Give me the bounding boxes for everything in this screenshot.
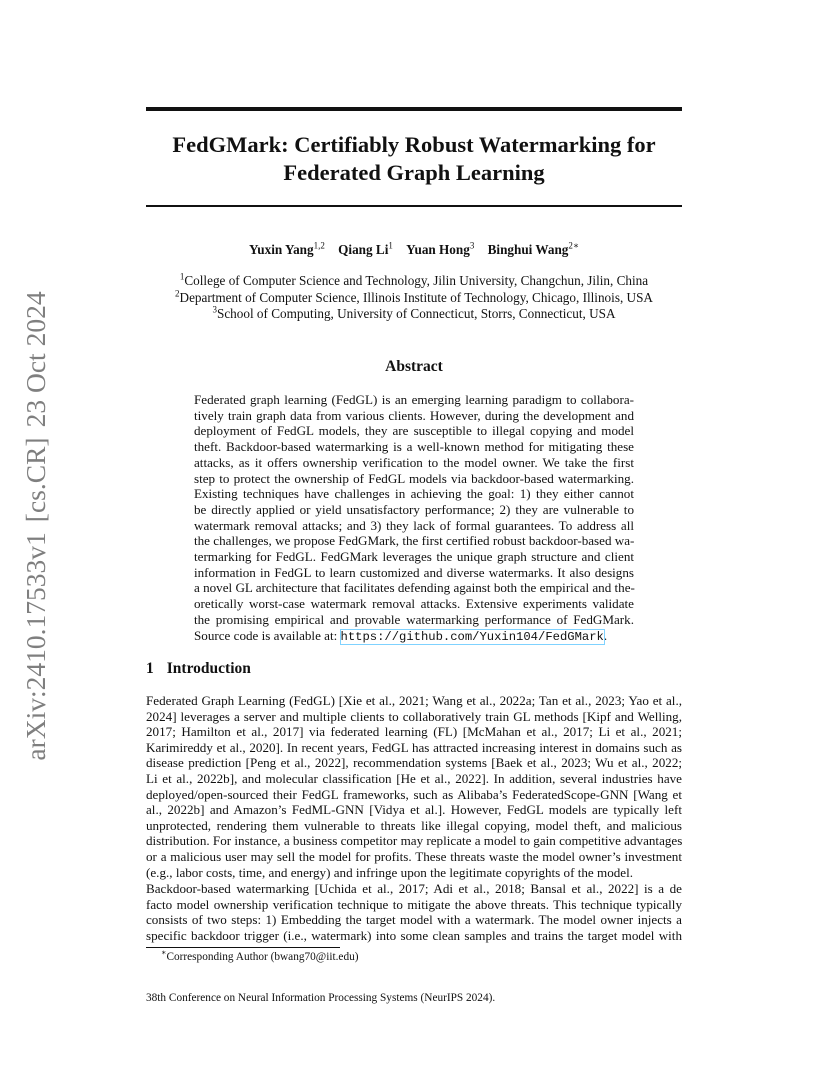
author-list [146, 241, 682, 259]
abstract-line: the challenges, we propose FedGMark, the first certified robust backdoor-based wa- [194, 533, 635, 549]
paragraph-line: Karimireddy et al., 2020]. In recent years, FedGL has attracted increasing interest in domains such as [146, 739, 682, 755]
author: Yuxin Yang$^{1,2}$ [248, 240, 325, 257]
section-number: 1 [146, 660, 154, 677]
abstract-source-line: Source code is available at: https://github.com/Yuxin104/FedGMark. [194, 627, 608, 644]
paragraph-line: disease prediction [Peng et al., 2022], recommendation systems [Baek et al., 2023; Wu et al., 2022; [146, 755, 682, 771]
paragraph-line: (e.g., labor costs, time, and energy) and infringe upon the legitimate copyrights of the model. [146, 864, 634, 880]
paragraph-line: al., 2022b] and Amazon’s FedML-GNN [Vidya et al.]. However, FedGL models are typically left [146, 802, 682, 818]
paragraph-line: facto model ownership verification technique to mitigate the above threats. This technique typically [146, 896, 682, 912]
section-heading-introduction [146, 659, 251, 679]
abstract-body [194, 392, 634, 645]
title-line-1: FedGMark: Certifiably Robust Watermarking for [172, 132, 656, 157]
title-top-rule [146, 107, 682, 111]
author: Binghui Wang$^{2∗}$ [487, 240, 580, 257]
title-line-2: Federated Graph Learning [283, 160, 545, 185]
paragraph-line: distribution. For instance, a business competitor may replicate a model to gain competitive advantages [146, 833, 683, 849]
intro-paragraph-1 [146, 693, 682, 880]
paragraph-line: or a malicious user may sell the model for profits. These threats waste the model owner’s investment [146, 848, 682, 864]
paragraph-line: Backdoor-based watermarking [Uchida et al., 2017; Adi et al., 2018; Bansal et al., 2022] is a de [146, 881, 682, 896]
arxiv-id: arXiv:2410.17533v1 [20, 532, 51, 761]
affiliation: $^1$College of Computer Science and Technology, Jilin University, Changchun, Jilin, China [179, 271, 649, 288]
venue-note: 38th Conference on Neural Information Processing Systems (NeurIPS 2024). [146, 992, 496, 1004]
paragraph-line: deployed/open-sourced their FedGL frameworks, such as Alibaba’s FederatedScope-GNN [Wang et [146, 786, 682, 802]
abstract-line: information in FedGL to learn customized and diverse watermarks. It also designs [194, 564, 634, 580]
paragraph-line: Li et al., 2022b], and molecular classification [He et al., 2022]. In addition, several industries have [146, 770, 682, 786]
arxiv-date: 23 Oct 2024 [20, 291, 51, 428]
title-bottom-rule [146, 205, 682, 207]
paragraph-line: Federated Graph Learning (FedGL) [Xie et al., 2021; Wang et al., 2022a; Tan et al., 2023; Yao et al., [146, 693, 682, 708]
arxiv-stamp [17, 290, 55, 762]
abstract-line: step to protect the ownership of FedGL models via backdoor-based watermarking. [194, 470, 634, 486]
footnote [161, 950, 359, 964]
abstract-heading: Abstract [385, 358, 443, 375]
abstract-line: be directly applied or yield unsatisfactory performance; 2) they are vulnerable to [194, 501, 634, 517]
source-code-link[interactable]: https://github.com/Yuxin104/FedGMark [340, 629, 604, 644]
abstract-line: Federated graph learning (FedGL) is an emerging learning paradigm to collabora- [194, 392, 634, 407]
paragraph-line: consists of two steps: 1) Embedding the target model with a watermark. The model owner injects a [146, 912, 682, 928]
abstract-line: tively train graph data from various clients. However, during the development and [194, 407, 634, 423]
footnote-text: Corresponding Author (bwang70@iit.edu) [166, 951, 359, 963]
author: Qiang Li$^1$ [338, 240, 393, 257]
paragraph-line: specific backdoor trigger (i.e., watermark) into some clean samples and trains the target model with [146, 927, 682, 943]
section-title: Introduction [166, 660, 251, 677]
paper-title [146, 131, 682, 187]
affiliation: $^3$School of Computing, University of Connecticut, Storrs, Connecticut, USA [212, 304, 616, 321]
affiliations [146, 273, 682, 323]
affiliation: $^2$Department of Computer Science, Illinois Institute of Technology, Chicago, Illinois, USA [175, 288, 653, 305]
footnote-mark: ∗ [161, 948, 167, 958]
abstract-line: deployment of FedGL models, they are susceptible to illegal copying and model [194, 423, 634, 439]
abstract-line: termarking for FedGL. FedGMark leverages the unique graph structure and client [194, 549, 634, 565]
abstract-line: oretically worst-case watermark removal attacks. Extensive experiments validate [194, 596, 634, 612]
abstract-line: a novel GL architecture that facilitates defending against both the empirical and the- [194, 580, 635, 596]
author: Yuan Hong$^3$ [406, 240, 475, 257]
abstract-line: Existing techniques have challenges in achieving the goal: 1) they either cannot [194, 486, 634, 502]
arxiv-category: [cs.CR] [20, 437, 51, 523]
abstract-line: the promising empirical and provable watermarking performance of FedGMark. [194, 611, 634, 627]
abstract-line: watermark removal attacks; and 3) they lack of formal guarantees. To address all [194, 517, 634, 533]
intro-paragraph-2 [146, 881, 682, 943]
abstract-line: attacks, as it offers ownership verification to the model owner. We take the first [194, 454, 634, 470]
footnote-rule [146, 947, 340, 948]
paragraph-line: unprotected, rendering them vulnerable to threats like illegal copying, model theft, and malicious [146, 817, 682, 833]
paragraph-line: 2017; Hamilton et al., 2017] via federated learning (FL) [McMahan et al., 2017; Li et al., 2021; [146, 724, 682, 740]
paragraph-line: 2024] leverages a server and multiple clients to collaboratively train GL methods [Kipf and Welling, [146, 708, 682, 724]
abstract-line: theft. Backdoor-based watermarking is a well-known method for mitigating these [194, 439, 634, 455]
